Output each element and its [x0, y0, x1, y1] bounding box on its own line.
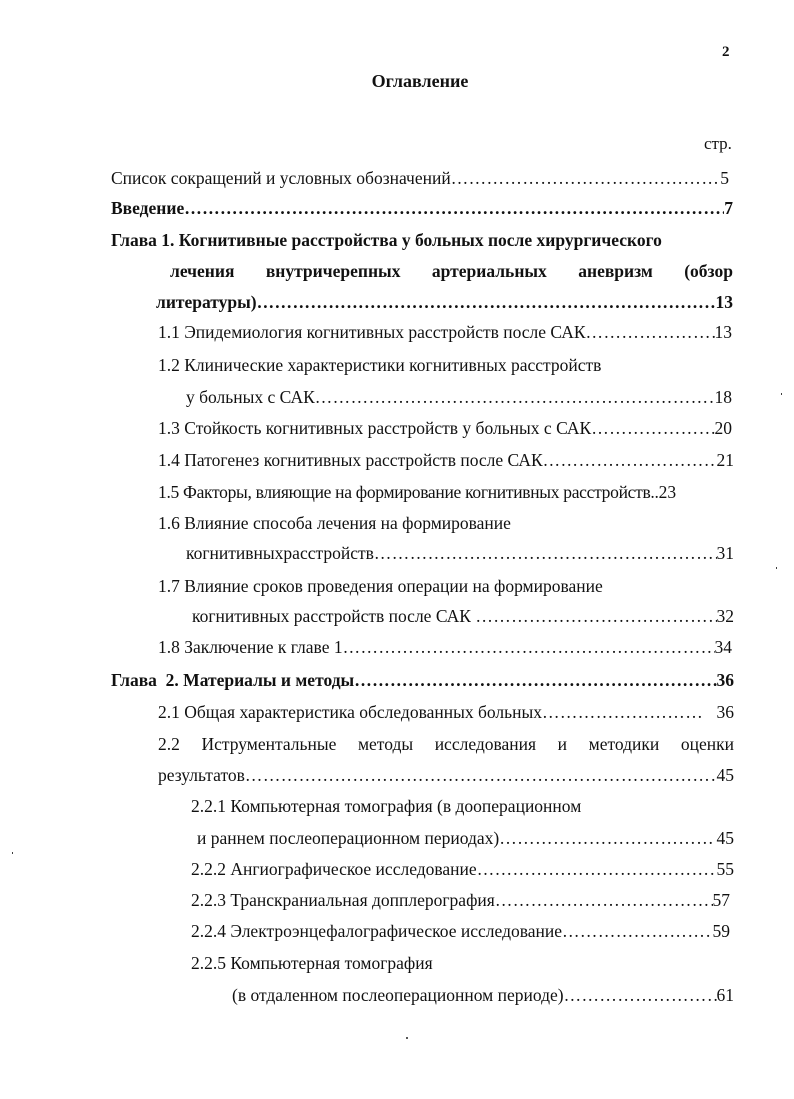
- toc-entry-page: 31: [716, 543, 734, 563]
- toc-word: 2.2: [158, 734, 180, 754]
- toc-entry-page: 13: [715, 292, 733, 312]
- toc-entry-1-7-line2: [192, 604, 734, 628]
- toc-leader-dots: [354, 668, 716, 692]
- toc-entry-1-1: [158, 320, 732, 344]
- toc-entry-1-2-line1: 1.2 Клинические характеристики когнитивных расстройств: [158, 355, 602, 375]
- toc-word: (обзор: [684, 261, 733, 281]
- toc-entry-2-2-line2: [158, 763, 734, 787]
- toc-entry-chapter1-line3: [156, 290, 733, 314]
- toc-word: лечения: [170, 261, 235, 281]
- toc-entry-2-2-2: [191, 857, 734, 881]
- toc-entry-text: 1.8 Заключение к главе 1: [158, 637, 343, 657]
- toc-entry-text: у больных с САК: [186, 387, 315, 407]
- toc-word: оценки: [680, 734, 734, 754]
- toc-entry-2-2-5-line2: [232, 983, 734, 1007]
- toc-word: аневризм: [578, 261, 653, 281]
- page-title: Оглавление: [371, 71, 469, 91]
- scan-speck: [406, 1037, 408, 1039]
- toc-word: Иструментальные: [201, 734, 337, 754]
- toc-entry-page: 32: [716, 606, 734, 626]
- toc-word: методы: [357, 734, 414, 754]
- toc-entry-chapter1-line1: Глава 1. Когнитивные расстройства у больных после хирургического: [111, 230, 662, 250]
- toc-entry-2-2-line1: [158, 732, 734, 756]
- toc-entry-text: 2.2.2 Ангиографическое исследование: [191, 859, 477, 879]
- toc-leader-dots: [451, 166, 721, 190]
- toc-entry-2-2-3: [191, 888, 730, 912]
- toc-entry-page: 13: [714, 322, 732, 342]
- toc-entry-text: Список сокращений и условных обозначений: [111, 168, 451, 188]
- toc-entry-page: 21: [716, 450, 734, 470]
- toc-entry-2-2-5-line1: 2.2.5 Компьютерная томография: [191, 953, 433, 973]
- toc-entry-2-2-4: [191, 919, 730, 943]
- toc-entry-page: 45: [712, 828, 734, 848]
- toc-entry-1-2-line2: [186, 385, 732, 409]
- toc-entry-page: 36: [703, 702, 734, 722]
- toc-entry-2-2-1-line1: 2.2.1 Компьютерная томография (в дооперационном: [191, 796, 582, 816]
- toc-entry-2-1: [158, 700, 734, 724]
- toc-entry-1-6-line2: [186, 541, 734, 565]
- scan-speck: [781, 393, 782, 395]
- toc-entry-text: (в отдаленном послеоперационном периоде): [232, 985, 564, 1005]
- toc-leader-dots: [475, 604, 716, 628]
- toc-entry-chapter1-line2: [170, 259, 733, 283]
- toc-entry-page: 45: [716, 765, 734, 785]
- toc-entry-1-4: [158, 448, 734, 472]
- toc-entry-text: 1.4 Патогенез когнитивных расстройств после САК: [158, 450, 543, 470]
- toc-entry-page: 34: [714, 637, 732, 657]
- toc-leader-dots: [542, 700, 703, 724]
- toc-word: исследования: [434, 734, 537, 754]
- page-number: 2: [722, 44, 730, 60]
- toc-entry-text: и раннем послеоперационном периодах): [197, 828, 500, 848]
- toc-entry-page: 20: [714, 418, 732, 438]
- toc-leader-dots: [374, 541, 717, 565]
- toc-entry-text: литературы): [156, 292, 257, 312]
- toc-leader-dots: [184, 196, 724, 220]
- toc-word: внутричерепных: [265, 261, 401, 281]
- toc-entry-page: 36: [716, 670, 734, 690]
- toc-entry-text: когнитивных расстройств после САК: [192, 606, 476, 626]
- toc-entry-page: 7: [724, 198, 733, 218]
- toc-entry-text: 1.1 Эпидемиология когнитивных расстройств после САК: [158, 322, 586, 342]
- toc-entry-introduction: [111, 196, 733, 220]
- toc-entry-text: 2.1 Общая характеристика обследованных больных: [158, 702, 542, 722]
- toc-word: и: [557, 734, 568, 754]
- toc-entry-page: 23: [658, 482, 677, 502]
- toc-leader-dots: [499, 826, 712, 850]
- toc-leader-dots: [586, 320, 715, 344]
- toc-entry-abbreviations: [111, 166, 729, 190]
- scan-speck: [12, 852, 13, 854]
- toc-entry-page: 55: [716, 859, 734, 879]
- toc-entry-page: 57: [712, 890, 730, 910]
- toc-entry-1-6-line1: 1.6 Влияние способа лечения на формирование: [158, 513, 511, 533]
- toc-leader-dots: [315, 385, 715, 409]
- toc-entry-text: 1.3 Стойкость когнитивных расстройств у больных с САК: [158, 418, 592, 438]
- toc-entry-text: Введение: [111, 198, 185, 218]
- toc-entry-page: 59: [712, 921, 730, 941]
- toc-entry-1-3: [158, 416, 732, 440]
- toc-entry-2-2-1-line2: [197, 826, 734, 850]
- toc-entry-page: 18: [714, 387, 732, 407]
- toc-leader-dots: [245, 763, 717, 787]
- toc-entry-1-7-line1: 1.7 Влияние сроков проведения операции на формирование: [158, 576, 603, 596]
- toc-entry-text: 1.5 Факторы, влияющие на формирование когнитивных расстройств..: [158, 482, 659, 502]
- scan-speck: [776, 567, 777, 569]
- toc-leader-dots: [343, 635, 715, 659]
- page-column-label: стр.: [704, 134, 732, 153]
- toc-leader-dots: [257, 290, 716, 314]
- toc-entry-1-5: [158, 480, 734, 504]
- toc-entry-1-8: [158, 635, 732, 659]
- toc-leader-dots: [543, 448, 717, 472]
- toc-entry-text: Глава 2. Материалы и методы: [111, 670, 355, 690]
- toc-entry-text: 2.2.3 Транскраниальная допплерография: [191, 890, 495, 910]
- toc-leader-dots: [562, 919, 712, 943]
- toc-leader-dots: [477, 857, 717, 881]
- toc-entry-page: 61: [716, 985, 734, 1005]
- toc-word: методики: [588, 734, 660, 754]
- toc-entry-page: 5: [720, 168, 729, 188]
- toc-leader-dots: [495, 888, 713, 912]
- toc-leader-dots: [564, 983, 717, 1007]
- toc-leader-dots: [591, 416, 714, 440]
- toc-word: артериальных: [431, 261, 547, 281]
- toc-entry-chapter2: [111, 668, 734, 692]
- toc-entry-text: когнитивныхрасстройств: [186, 543, 374, 563]
- toc-entry-text: 2.2.4 Электроэнцефалографическое исследование: [191, 921, 563, 941]
- toc-entry-text: результатов: [158, 765, 245, 785]
